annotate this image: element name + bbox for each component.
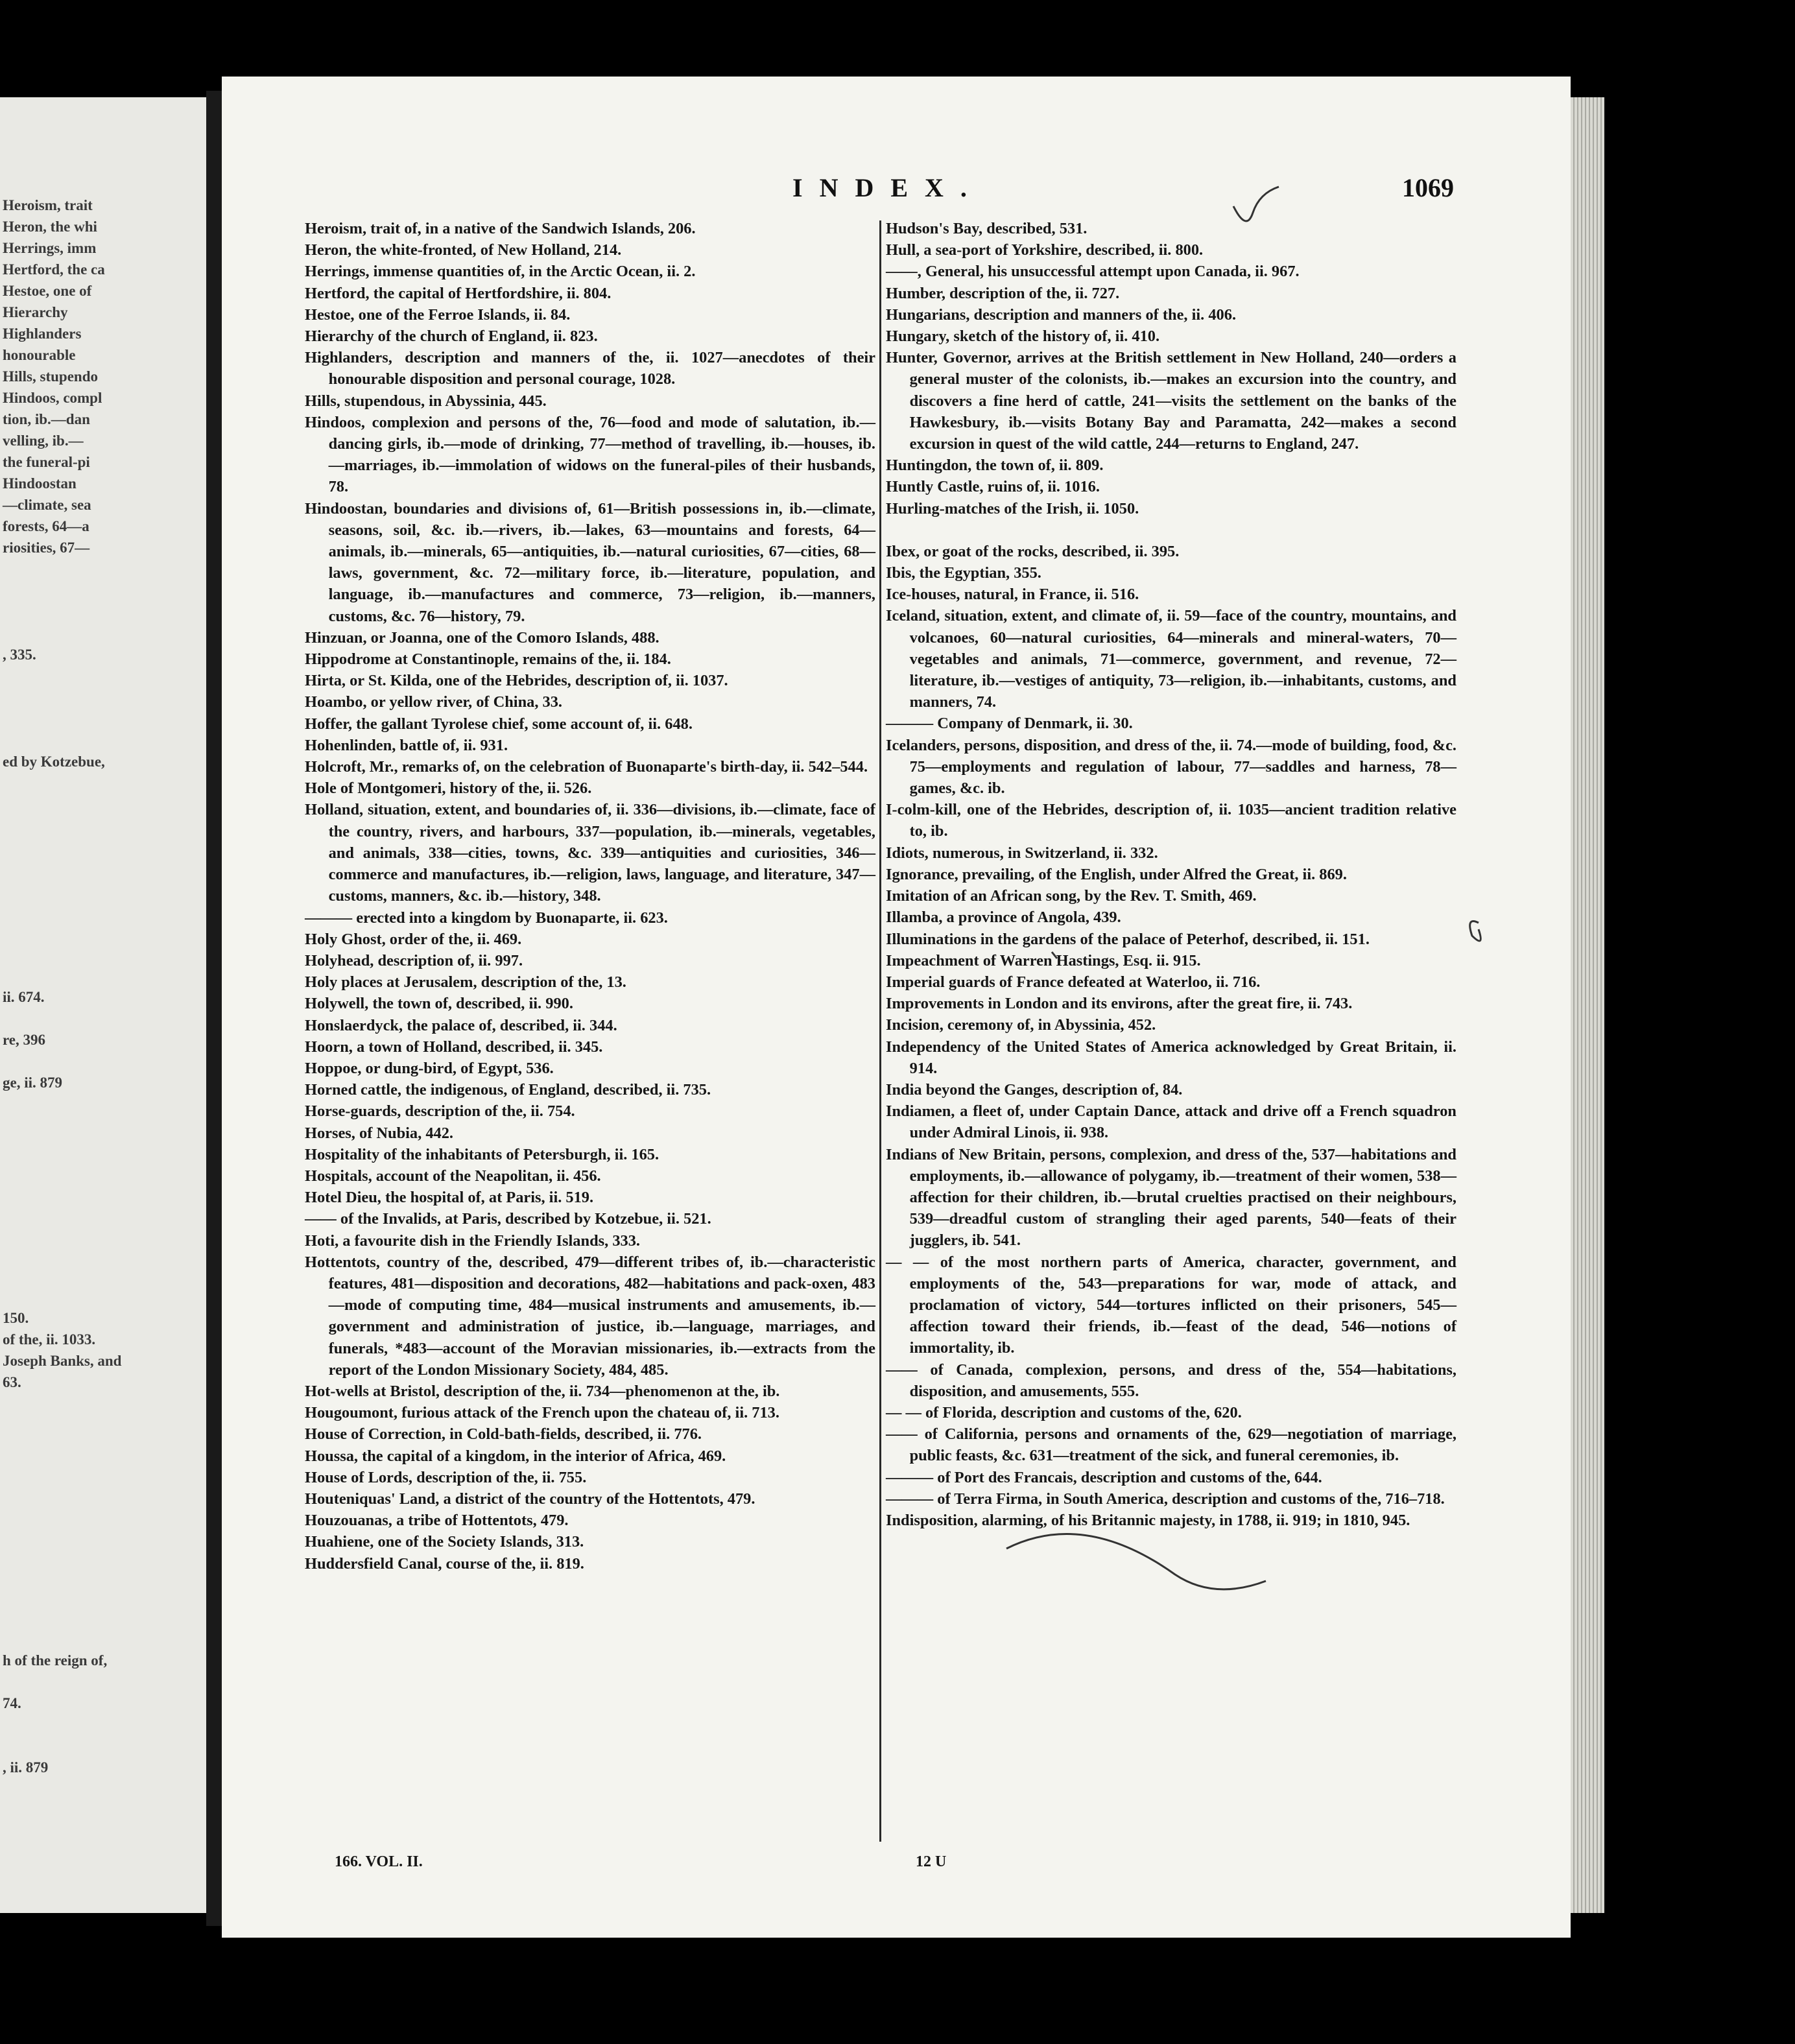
index-entry: Horned cattle, the indigenous, of England, described, ii. 735. xyxy=(305,1081,711,1099)
facing-page-line xyxy=(3,772,204,794)
index-entry: Hohenlinden, battle of, ii. 931. xyxy=(305,736,508,754)
facing-page-line xyxy=(3,965,204,986)
index-entry: Hottentots, country of the, described, 479—different tribes of, ib.—characteristic features, 481—disposition and decorations, 482—habitations and pack-oxen, 483—mode of computing time, 484—musical instruments and amusements, ib.—government and administration of justice, ib.—language, marriages, and funerals, *483—account of the Moravian missionaries, ib.—extracts from the report of the London Missionary Society, 484, 485. xyxy=(305,1253,875,1379)
index-entry: Hirta, or St. Kilda, one of the Hebrides, description of, ii. 1037. xyxy=(305,672,728,690)
facing-page-line xyxy=(3,1521,204,1543)
facing-page-line: the funeral-pi xyxy=(3,454,90,470)
handwritten-pen-marks xyxy=(222,77,1571,1938)
index-entry: ——, General, his unsuccessful attempt upon Canada, ii. 967. xyxy=(886,263,1300,281)
facing-page-line: forests, 64—a xyxy=(3,518,89,534)
facing-page-line xyxy=(3,837,204,858)
facing-page-line: 63. xyxy=(3,1374,21,1390)
index-entry: Illamba, a province of Angola, 439. xyxy=(886,909,1121,927)
index-entry: House of Correction, in Cold-bath-fields, described, ii. 776. xyxy=(305,1425,702,1444)
index-entry: Hurling-matches of the Irish, ii. 1050. xyxy=(886,499,1139,517)
facing-page-line: Heron, the whi xyxy=(3,219,97,235)
facing-page-line: 150. xyxy=(3,1310,29,1326)
facing-page-line xyxy=(3,922,204,944)
index-entry: Imperial guards of France defeated at Waterloo, ii. 716. xyxy=(886,973,1261,991)
index-entry: Icelanders, persons, disposition, and dress of the, ii. 74.—mode of building, food, &c. 75—employments and regulation of labour, 77—saddles and harness, 78—games, &c. ib. xyxy=(886,736,1456,798)
index-entry: Hindoostan, boundaries and divisions of, 61—British possessions in, ib.—climate, seasons, soil, &c. ib.—rivers, ib.—lakes, 63—mountains and forests, 64—animals, ib.—minerals, 65—antiquities, ib.—natural curiosities, 67—cities, 68—laws, government, &c. 72—military force, ib.—literature, population, and language, ib.—manufactures and commerce, 73—religion, ib.—manners, customs, &c. 76—history, 79. xyxy=(305,499,875,625)
facing-page-line xyxy=(3,1008,204,1029)
index-entry: Indians of New Britain, persons, complexion, and dress of the, 537—habitations and employments, ib.—allowance of polygamy, ib.—treatment of their women, 538—affection for their children, ib.—brutal cruelties practised on their neighbours, 539—dreadful custom of strangling their aged parents, 540—feats of their jugglers, ib. 541. xyxy=(886,1145,1456,1250)
facing-page-line: Herrings, imm xyxy=(3,240,97,256)
facing-page-line xyxy=(3,815,204,837)
index-entry: Hierarchy of the church of England, ii. 823. xyxy=(305,327,598,346)
index-entry: Holywell, the town of, described, ii. 990. xyxy=(305,995,573,1013)
facing-page-line xyxy=(3,730,204,751)
index-entry: Hoppoe, or dung-bird, of Egypt, 536. xyxy=(305,1059,554,1077)
facing-page-line: tion, ib.—dan xyxy=(3,411,90,427)
index-entry: Huddersfield Canal, course of the, ii. 819. xyxy=(305,1554,584,1573)
index-entry: Horses, of Nubia, 442. xyxy=(305,1124,454,1142)
index-entry: India beyond the Ganges, description of, 84. xyxy=(886,1080,1183,1099)
index-entry: ——— erected into a kingdom by Buonaparte, ii. 623. xyxy=(305,909,668,927)
index-entry: Hoambo, or yellow river, of China, 33. xyxy=(305,693,563,711)
index-entry: Idiots, numerous, in Switzerland, ii. 332. xyxy=(886,844,1158,862)
facing-page-line xyxy=(3,1671,204,1693)
index-entry: —— of California, persons and ornaments of the, 629—negotiation of marriage, public feasts, &c. 631—treatment of the sick, and funeral ceremonies, ib. xyxy=(886,1425,1456,1465)
facing-page-line xyxy=(3,580,204,601)
index-entry: Holy places at Jerusalem, description of the, 13. xyxy=(305,973,626,992)
index-entry: Holyhead, description of, ii. 997. xyxy=(305,951,523,969)
facing-page-line xyxy=(3,1136,204,1158)
facing-page-line xyxy=(3,1243,204,1265)
index-entry: Horse-guards, description of the, ii. 754. xyxy=(305,1102,575,1121)
index-entry: Hungarians, description and manners of the, ii. 406. xyxy=(886,305,1237,324)
facing-page-line: Hestoe, one of xyxy=(3,283,92,299)
facing-page-line xyxy=(3,1414,204,1436)
facing-page xyxy=(0,97,206,1913)
facing-page-line xyxy=(3,601,204,623)
facing-page-line xyxy=(3,708,204,730)
index-entry: Indisposition, alarming, of his Britannic majesty, in 1788, ii. 919; in 1810, 945. xyxy=(886,1511,1410,1529)
signature-mark-left: 166. VOL. II. xyxy=(335,1853,423,1870)
facing-page-line: ge, ii. 879 xyxy=(3,1075,62,1091)
index-entry: Hills, stupendous, in Abyssinia, 445. xyxy=(305,392,547,410)
page-title: INDEX. xyxy=(792,173,984,202)
facing-page-line: Hills, stupendo xyxy=(3,368,98,385)
facing-page-line: ed by Kotzebue, xyxy=(3,754,105,770)
facing-page-text xyxy=(3,195,204,1778)
index-entry: Huntingdon, the town of, ii. 809. xyxy=(886,457,1104,475)
index-entry: Incision, ceremony of, in Abyssinia, 452. xyxy=(886,1016,1156,1034)
facing-page-line: —climate, sea xyxy=(3,497,91,513)
facing-page-line: Hindoostan xyxy=(3,475,77,492)
facing-page-line xyxy=(3,1586,204,1607)
index-entry: Hertford, the capital of Hertfordshire, ii. 804. xyxy=(305,284,612,302)
index-entry: I-colm-kill, one of the Hebrides, description of, ii. 1035—ancient tradition relative to, ib. xyxy=(886,801,1456,840)
index-entry: Heroism, trait of, in a native of the Sandwich Islands, 206. xyxy=(305,220,696,237)
index-entry: Hot-wells at Bristol, description of the, ii. 734—phenomenon at the, ib. xyxy=(305,1382,780,1400)
facing-page-line xyxy=(3,558,204,580)
signature-mark-right: 12 U xyxy=(916,1853,947,1870)
index-entry: Improvements in London and its environs, after the great fire, ii. 743. xyxy=(886,995,1353,1013)
index-entry: Independency of the United States of America acknowledged by Great Britain, ii. 914. xyxy=(886,1038,1456,1077)
index-entry: —— of Canada, complexion, persons, and dress of the, 554—habitations, disposition, and amusements, 555. xyxy=(886,1361,1456,1400)
index-entry: Houteniquas' Land, a district of the country of the Hottentots, 479. xyxy=(305,1490,755,1508)
facing-page-line xyxy=(3,1479,204,1500)
index-entry: Hoti, a favourite dish in the Friendly Islands, 333. xyxy=(305,1231,641,1250)
index-entry: Hospitality of the inhabitants of Petersburgh, ii. 165. xyxy=(305,1145,660,1163)
index-entry: Herrings, immense quantities of, in the Arctic Ocean, ii. 2. xyxy=(305,263,696,281)
index-entry: Ibis, the Egyptian, 355. xyxy=(886,564,1041,582)
index-entry: Heron, the white-fronted, of New Holland, 214. xyxy=(305,241,622,259)
index-entry: Hotel Dieu, the hospital of, at Paris, ii. 519. xyxy=(305,1189,594,1207)
facing-page-line: of the, ii. 1033. xyxy=(3,1331,96,1348)
facing-page-line: , ii. 879 xyxy=(3,1759,49,1776)
index-entry: Hougoumont, furious attack of the French upon the chateau of, ii. 713. xyxy=(305,1404,779,1422)
index-entry: Ice-houses, natural, in France, ii. 516. xyxy=(886,586,1139,604)
facing-page-line xyxy=(3,1543,204,1564)
index-entry: Hippodrome at Constantinople, remains of the, ii. 184. xyxy=(305,650,671,669)
facing-page-line xyxy=(3,794,204,815)
page-number: 1069 xyxy=(1402,173,1454,202)
index-entry: Iceland, situation, extent, and climate of, ii. 59—face of the country, mountains, and volcanoes, 60—natural curiosities, 64—minerals and mineral-waters, 70—vegetables and animals, 71—commerce, government, and revenue, 72—literature, ib.—vestiges of antiquity, 73—religion, ib.—inhabitants, customs, and manners, 74. xyxy=(886,607,1456,711)
index-entry: Illuminations in the gardens of the palace of Peterhof, described, ii. 151. xyxy=(886,930,1370,948)
facing-page-line xyxy=(3,1200,204,1222)
facing-page-line xyxy=(3,1286,204,1307)
index-entry: Huahiene, one of the Society Islands, 313. xyxy=(305,1533,584,1551)
page-fore-edge xyxy=(1571,97,1604,1913)
facing-page-line: Hertford, the ca xyxy=(3,261,105,278)
index-entry: Hoffer, the gallant Tyrolese chief, some account of, ii. 648. xyxy=(305,715,693,733)
index-entry: Hudson's Bay, described, 531. xyxy=(886,220,1088,237)
book-gutter xyxy=(206,91,222,1926)
facing-page-line: 74. xyxy=(3,1695,21,1711)
index-entry: Indiamen, a fleet of, under Captain Dance, attack and drive off a French squadron under Admiral Linois, ii. 938. xyxy=(886,1102,1456,1142)
index-entry: —— of the Invalids, at Paris, described by Kotzebue, ii. 521. xyxy=(305,1210,711,1228)
index-entry: Humber, description of the, ii. 727. xyxy=(886,284,1120,302)
index-entry: Hunter, Governor, arrives at the British settlement in New Holland, 240—orders a general muster of the colonists, ib.—makes an excursion into the country, and discovers a fine herd of cattle, 241—visits the settlement on the banks of the Hawkesbury, ib.—visits Botany Bay and Paramatta, 242—makes a second excursion in quest of the wild cattle, 244—returns to England, 247. xyxy=(886,349,1456,453)
facing-page-line xyxy=(3,623,204,644)
facing-page-line xyxy=(3,879,204,901)
index-entry: Hinzuan, or Joanna, one of the Comoro Islands, 488. xyxy=(305,628,660,647)
index-entry: Hoorn, a town of Holland, described, ii. 345. xyxy=(305,1038,603,1056)
index-entry: Ibex, or goat of the rocks, described, ii. 395. xyxy=(886,542,1180,560)
index-entry: Hungary, sketch of the history of, ii. 410. xyxy=(886,327,1160,346)
index-entry: Impeachment of Warren Hastings, Esq. ii. 915. xyxy=(886,951,1201,969)
facing-page-line xyxy=(3,858,204,879)
index-entry: Houssa, the capital of a kingdom, in the interior of Africa, 469. xyxy=(305,1447,726,1465)
facing-page-line xyxy=(3,1093,204,1115)
index-entry: — — of the most northern parts of America, character, government, and employments of the, 543—preparations for war, mode of attack, and proclamation of victory, 544—tortures inflicted on their prisoners, 545—affection toward their friends, ib.—feast of the dead, 546—notions of immortality, ib. xyxy=(886,1253,1456,1357)
facing-page-line xyxy=(3,1222,204,1243)
index-page xyxy=(222,77,1571,1938)
index-entry: ——— of Port des Francais, description and customs of the, 644. xyxy=(886,1468,1322,1486)
facing-page-line: h of the reign of, xyxy=(3,1652,108,1669)
facing-page-line: Joseph Banks, and xyxy=(3,1353,122,1369)
index-entry: Highlanders, description and manners of the, ii. 1027—anecdotes of their honourable disposition and personal courage, 1028. xyxy=(305,349,875,388)
facing-page-line xyxy=(3,687,204,708)
facing-page-line xyxy=(3,665,204,687)
index-entry: — — of Florida, description and customs of the, 620. xyxy=(886,1403,1242,1421)
facing-page-line: Highlanders xyxy=(3,326,82,342)
index-entry: Hole of Montgomeri, history of the, ii. 526. xyxy=(305,779,592,798)
facing-page-line: Heroism, trait xyxy=(3,197,93,213)
facing-page-line: Hierarchy xyxy=(3,304,68,320)
facing-page-line xyxy=(3,1714,204,1735)
facing-page-line xyxy=(3,901,204,922)
facing-page-line xyxy=(3,1628,204,1650)
facing-page-line xyxy=(3,1179,204,1200)
index-entry: Holy Ghost, order of the, ii. 469. xyxy=(305,930,522,948)
facing-page-line xyxy=(3,1051,204,1072)
facing-page-line xyxy=(3,944,204,965)
facing-page-line xyxy=(3,1265,204,1286)
facing-page-line xyxy=(3,1457,204,1479)
index-entry: Hindoos, complexion and persons of the, 76—food and mode of salutation, ib.—dancing girls, ib.—mode of drinking, 77—method of travelling, ib.—houses, ib.—marriages, ib.—immolation of widows on the funeral-piles of their husbands, 78. xyxy=(305,413,875,496)
index-entry: Hospitals, account of the Neapolitan, ii. 456. xyxy=(305,1167,601,1185)
index-entry: Hull, a sea-port of Yorkshire, described, ii. 800. xyxy=(886,241,1204,259)
facing-page-line xyxy=(3,1158,204,1179)
index-entry: Holland, situation, extent, and boundaries of, ii. 336—divisions, ib.—climate, face of the country, rivers, and harbours, 337—population, ib.—minerals, vegetables, and animals, 338—cities, towns, &c. 339—antiquities and curiosities, 346—commerce and manufactures, ib.—religion, laws, language, and literature, 347—customs, manners, &c. ib.—history, 348. xyxy=(305,801,875,905)
facing-page-line: , 335. xyxy=(3,647,36,663)
index-entry: Hestoe, one of the Ferroe Islands, ii. 84. xyxy=(305,305,571,324)
index-entry: House of Lords, description of the, ii. 755. xyxy=(305,1468,587,1486)
index-entry: Huntly Castle, ruins of, ii. 1016. xyxy=(886,478,1100,496)
facing-page-line: honourable xyxy=(3,347,76,363)
facing-page-line xyxy=(3,1436,204,1457)
facing-page-line xyxy=(3,1735,204,1757)
facing-page-line xyxy=(3,1500,204,1521)
index-entry: Houzouanas, a tribe of Hottentots, 479. xyxy=(305,1512,569,1530)
index-entry: Ignorance, prevailing, of the English, under Alfred the Great, ii. 869. xyxy=(886,865,1347,883)
facing-page-line xyxy=(3,1393,204,1414)
facing-page-line: riosities, 67— xyxy=(3,540,90,556)
facing-page-line xyxy=(3,1115,204,1136)
index-entry: Honslaerdyck, the palace of, described, ii. 344. xyxy=(305,1016,617,1034)
facing-page-line: Hindoos, compl xyxy=(3,390,102,406)
facing-page-line xyxy=(3,1607,204,1628)
index-entry: ——— of Terra Firma, in South America, description and customs of the, 716–718. xyxy=(886,1490,1445,1508)
facing-page-line: ii. 674. xyxy=(3,989,45,1005)
index-entry: Holcroft, Mr., remarks of, on the celebration of Buonaparte's birth-day, ii. 542–544. xyxy=(305,758,868,776)
facing-page-line xyxy=(3,1564,204,1586)
facing-page-line: velling, ib.— xyxy=(3,433,84,449)
index-entry: ——— Company of Denmark, ii. 30. xyxy=(886,715,1133,733)
facing-page-line: re, 396 xyxy=(3,1032,46,1048)
index-entry: Imitation of an African song, by the Rev. T. Smith, 469. xyxy=(886,887,1257,905)
